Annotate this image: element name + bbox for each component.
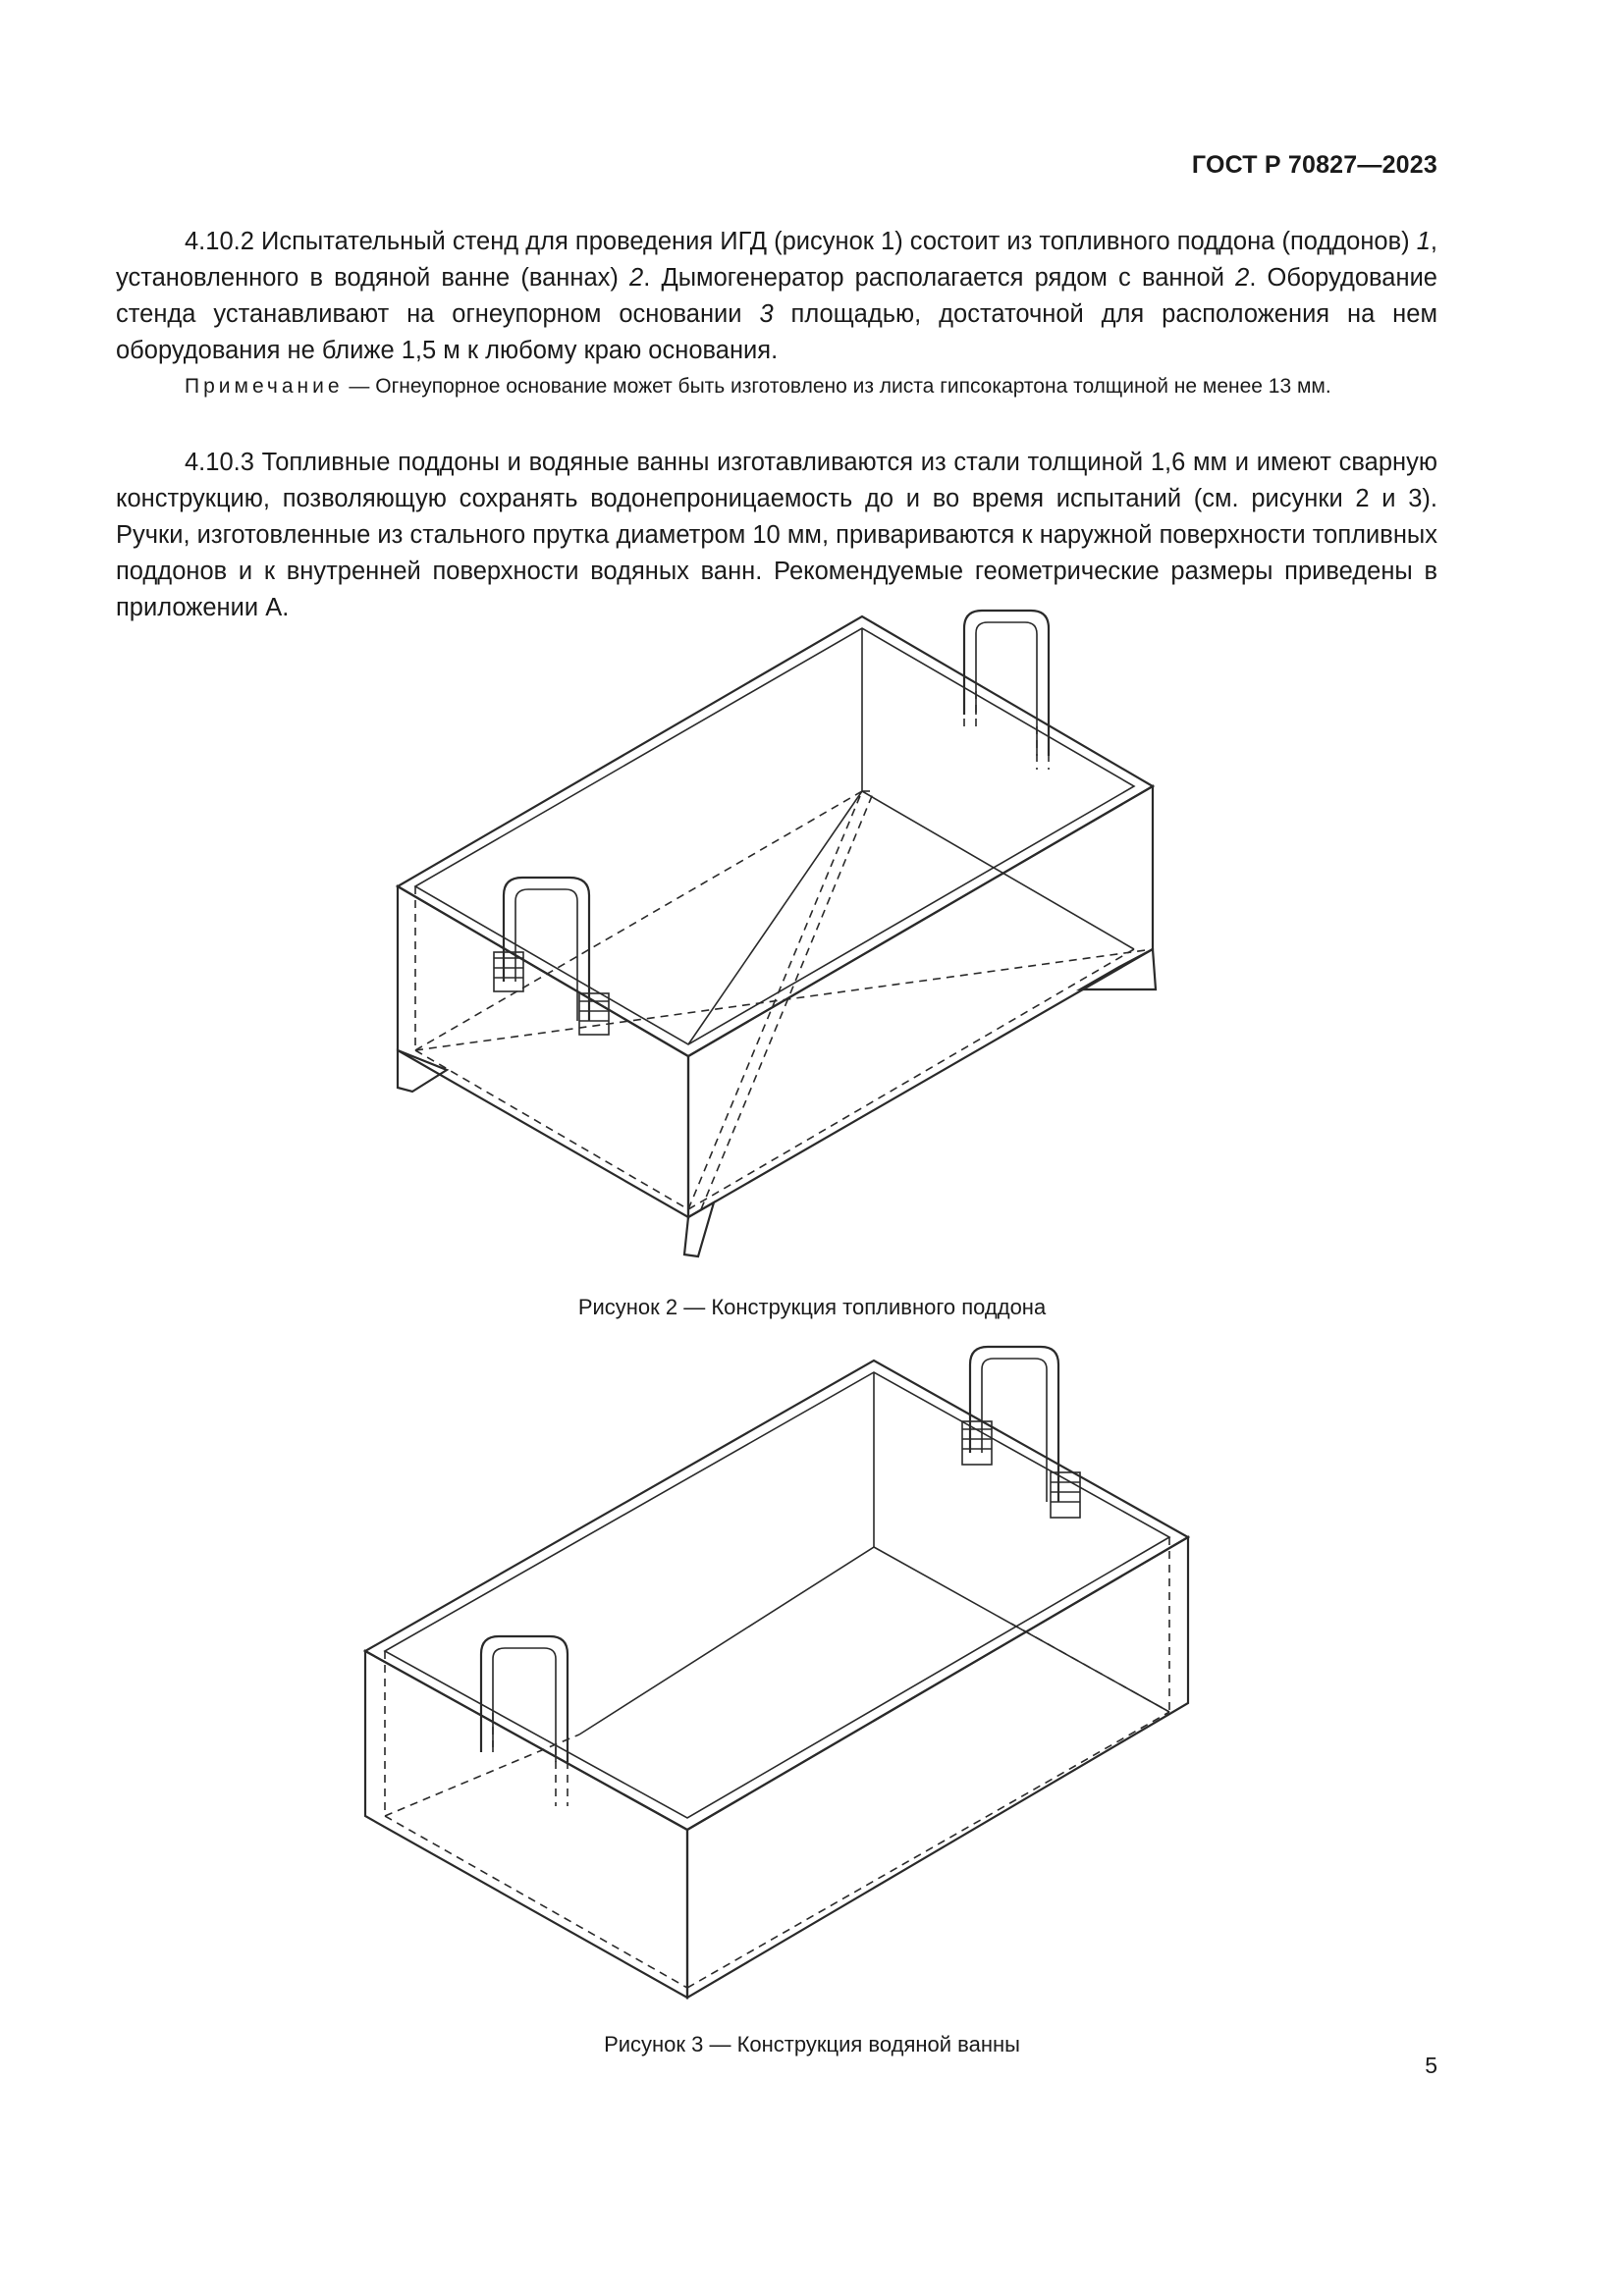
figure-3-caption: Рисунок 3 — Конструкция водяной ванны	[604, 2032, 1020, 2056]
paragraph-4-10-2: 4.10.2 Испытательный стенд для проведения ИГД (рисунок 1) состоит из топливного поддона (поддонов) 1, установленного в водяной ванне (ваннах) 2. Дымогенератор располагается рядом с ванной 2. Оборудование стенда устанавливают на огнеупорном основании 3 площадью, достаточной для расположения на нем оборудования не ближе 1,5 м к любому краю основания.	[116, 228, 1437, 364]
page-number: 5	[1425, 2053, 1437, 2078]
figure-2-caption: Рисунок 2 — Конструкция топливного поддона	[577, 1295, 1047, 1319]
note: Примечание — Огнеупорное основание может быть изготовлено из листа гипсокартона толщиной не менее 13 мм.	[185, 375, 1331, 398]
paragraph-4-10-3: 4.10.3 Топливные поддоны и водяные ванны изготавливаются из стали толщиной 1,6 мм и имеют сварную конструкцию, позволяющую сохранять водонепроницаемость до и во время испытаний (см. рисунки 2 и 3). Ручки, изготовленные из стального прутка диаметром 10 мм, привариваются к наружной поверхности топливных поддонов и к внутренней поверхности водяных ванн. Рекомендуемые геометрические размеры приведены в приложении А.	[116, 449, 1437, 621]
document-code: ГОСТ Р 70827—2023	[1191, 151, 1437, 179]
